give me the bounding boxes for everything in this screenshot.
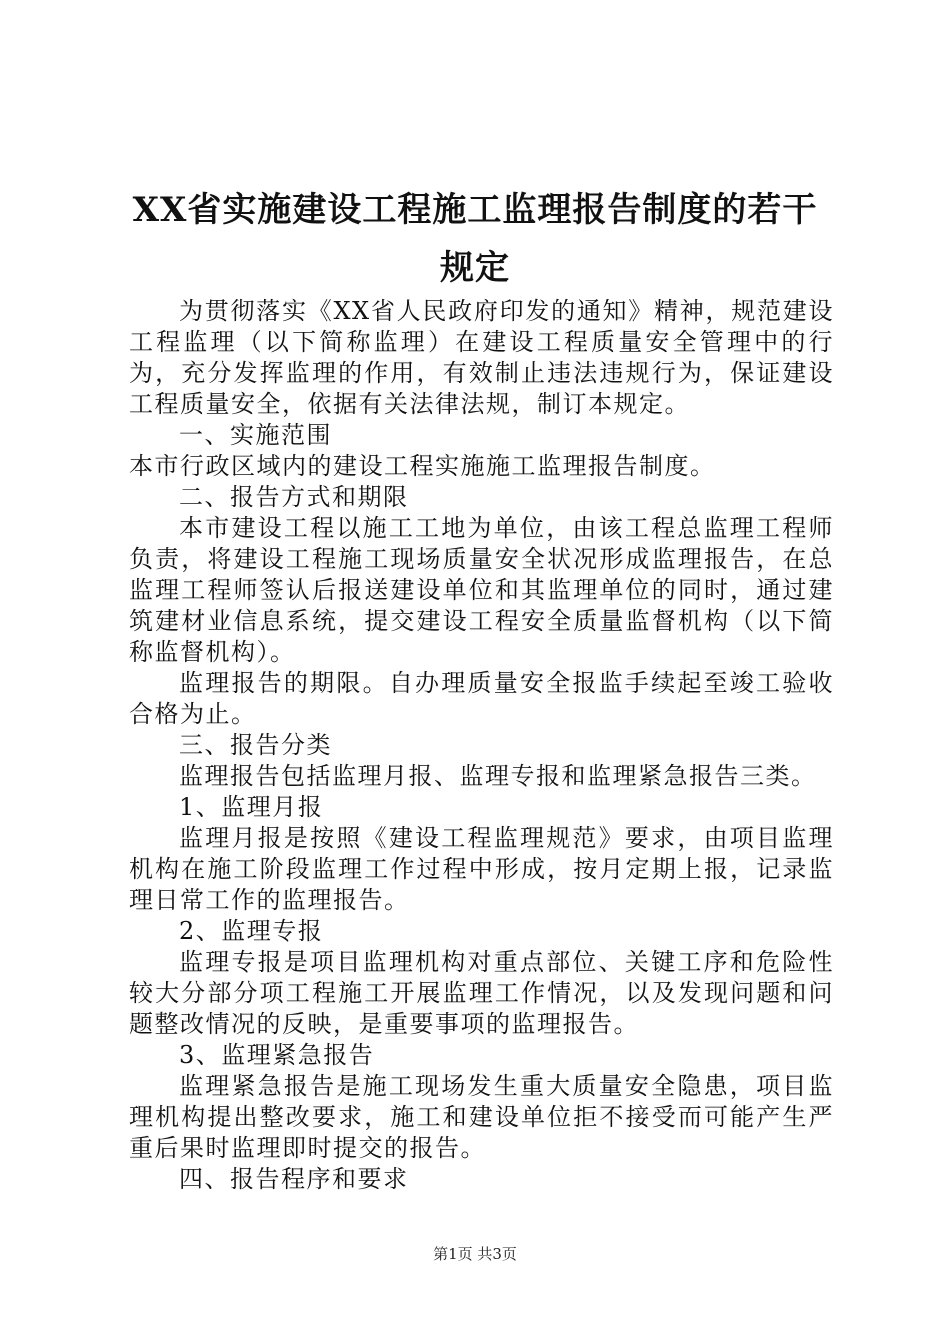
paragraph-intro: 为贯彻落实《XX省人民政府印发的通知》精神，规范建设工程监理（以下简称监理）在建设工程质量安全管理中的行为，充分发挥监理的作用，有效制止违法违规行为，保证建设工程质量安全，依据有关法律法规，制订本规定。 <box>129 297 834 418</box>
section-heading-method: 二、报告方式和期限 <box>179 483 409 511</box>
page-footer: 第1页 共3页 <box>433 1245 517 1263</box>
subheading-monthly-report: 1、监理月报 <box>179 793 324 821</box>
paragraph-scope: 本市行政区域内的建设工程实施施工监理报告制度。 <box>129 452 716 480</box>
document-title-line-2: 规定 <box>440 248 510 288</box>
paragraph-urgent-report: 监理紧急报告是施工现场发生重大质量安全隐患，项目监理机构提出整改要求，施工和建设单位拒不接受而可能产生严重后果时监理即时提交的报告。 <box>129 1072 834 1162</box>
section-heading-classification: 三、报告分类 <box>179 731 332 759</box>
paragraph-classification: 监理报告包括监理月报、监理专报和监理紧急报告三类。 <box>179 762 817 790</box>
subheading-urgent-report: 3、监理紧急报告 <box>179 1041 375 1069</box>
paragraph-period: 监理报告的期限。自办理质量安全报监手续起至竣工验收合格为止。 <box>129 669 834 728</box>
section-heading-procedure: 四、报告程序和要求 <box>179 1165 409 1193</box>
paragraph-special-report: 监理专报是项目监理机构对重点部位、关键工序和危险性较大分部分项工程施工开展监理工作情况，以及发现问题和问题整改情况的反映，是重要事项的监理报告。 <box>129 948 834 1038</box>
paragraph-method: 本市建设工程以施工工地为单位，由该工程总监理工程师负责，将建设工程施工现场质量安全状况形成监理报告，在总监理工程师签认后报送建设单位和其监理单位的同时，通过建筑建材业信息系统，提交建设工程安全质量监督机构（以下简称监督机构）。 <box>129 514 834 666</box>
document-body <box>129 296 834 1195</box>
document-title-line-1: XX省实施建设工程施工监理报告制度的若干 <box>132 190 818 230</box>
section-heading-scope: 一、实施范围 <box>179 421 332 449</box>
subheading-special-report: 2、监理专报 <box>179 917 324 945</box>
paragraph-monthly-report: 监理月报是按照《建设工程监理规范》要求，由项目监理机构在施工阶段监理工作过程中形成，按月定期上报，记录监理日常工作的监理报告。 <box>129 824 834 914</box>
